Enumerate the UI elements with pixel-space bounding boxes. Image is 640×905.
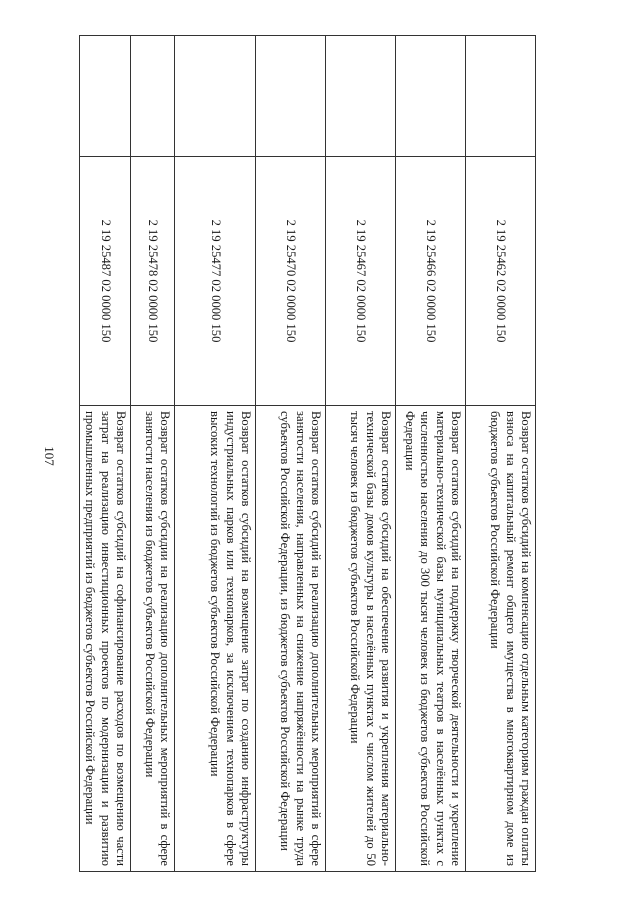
description-cell: Возврат остатков субсидий на компенсацию отдельным категориям граждан оплаты взноса на капитальный ремонт общего имущества в многоквартирном доме из бюджетов субъектов Российской Федерации (466, 406, 536, 872)
code-cell: 2 19 25462 02 0000 150 (466, 157, 536, 406)
table-wrapper (83, 35, 536, 871)
page-number: 107 (42, 446, 57, 466)
code-cell: 2 19 25487 02 0000 150 (79, 157, 130, 406)
code-cell: 2 19 25470 02 0000 150 (256, 157, 326, 406)
description-cell: Возврат остатков субсидий на поддержку творческой деятельности и укрепление материально-технической базы муниципальных театров в населённых пунктах с численностью населения до 300 тысяч человек из бюджетов субъектов Российской Федерации (396, 406, 466, 872)
empty-cell (175, 36, 256, 157)
budget-code-table (79, 35, 536, 872)
empty-cell (79, 36, 130, 157)
table-row (396, 36, 466, 872)
description-cell: Возврат остатков субсидий на реализацию дополнительных мероприятий в сфере занятости населения, направленных на снижение напряжённости на рынке труда субъектов Российской Федерации, из бюджетов субъектов Российской Федерации (256, 406, 326, 872)
rotated-table-container (83, 35, 536, 871)
description-cell: Возврат остатков субсидий на обеспечение развития и укрепления материально-технической базы домов культуры в населённых пунктах с числом жителей до 50 тысяч человек из бюджетов субъектов Российской Федерации (326, 406, 396, 872)
code-cell: 2 19 25478 02 0000 150 (131, 157, 175, 406)
empty-cell (326, 36, 396, 157)
code-cell: 2 19 25466 02 0000 150 (396, 157, 466, 406)
table-row (175, 36, 256, 872)
table-row (256, 36, 326, 872)
code-cell: 2 19 25467 02 0000 150 (326, 157, 396, 406)
description-cell: Возврат остатков субсидий на софинансирование расходов по возмещению части затрат на реализацию инвестиционных проектов по модернизации и развитию промышленных предприятий из бюджетов субъектов Российской Федерации (79, 406, 130, 872)
description-cell: Возврат остатков субсидии на реализацию дополнительных мероприятий в сфере занятости населения из бюджетов субъектов Российской Федерации (131, 406, 175, 872)
code-cell: 2 19 25477 02 0000 150 (175, 157, 256, 406)
table-row (466, 36, 536, 872)
empty-cell (131, 36, 175, 157)
empty-cell (396, 36, 466, 157)
table-row (131, 36, 175, 872)
table-row (326, 36, 396, 872)
table-row (79, 36, 130, 872)
empty-cell (256, 36, 326, 157)
empty-cell (466, 36, 536, 157)
description-cell: Возврат остатков субсидий на возмещение затрат по созданию инфраструктуры индустриальных парков или технопарков, за исключением технопарков в сфере высоких технологий из бюджетов субъектов Российской Федерации (175, 406, 256, 872)
